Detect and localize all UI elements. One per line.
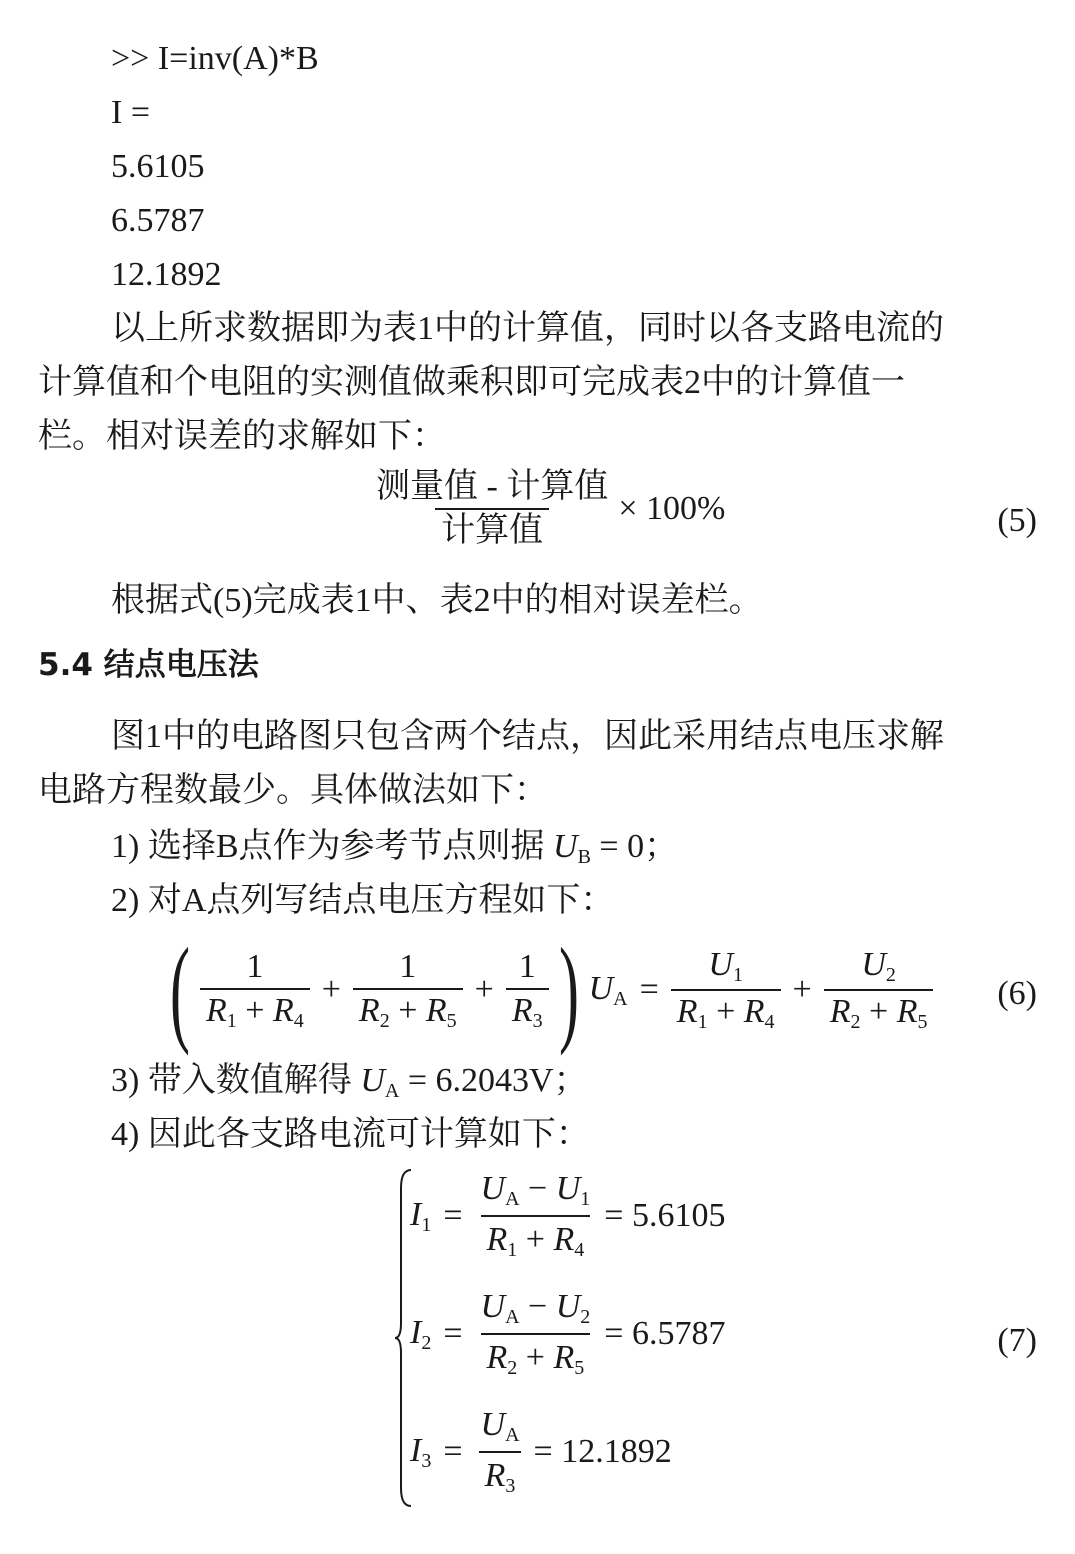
equation-6: ( $\frac{1}{R_1 + R_4}$ + $\frac{1}{R_2 + R_5}$ + $\frac{1}{R_3}$ ) $U_A$ = $\frac{U_1}{R_1 + R_4}$ + $\frac{U_2}{R_2 + R_5}$ <box>160 935 933 1045</box>
eq5-denominator: 计算值 <box>435 508 549 548</box>
equation-number-7: (7) <box>997 1322 1037 1359</box>
code-value-1: 5.6105 <box>111 148 205 185</box>
paragraph-1-line-2: 计算值和个电阻的实测值做乘积即可完成表2中的计算值一 <box>38 364 905 401</box>
equation-7-row-1: $I_1$ = $\frac{U_A - U_1}{R_1 + R_4}$ = 5.6105 <box>410 1170 726 1261</box>
step-1-text: 1) 选择B点作为参考节点则据 <box>111 828 545 865</box>
right-paren: ) <box>558 923 579 1056</box>
step-3-text: 3) 带入数值解得 <box>111 1062 352 1099</box>
step-4: 4) 因此各支路电流可计算如下： <box>111 1116 590 1153</box>
equation-5 <box>370 470 725 548</box>
code-value-2: 6.5787 <box>111 202 205 239</box>
eq5-numerator: 测量值 - 计算值 <box>376 468 609 505</box>
paragraph-3-line-1: 图1中的电路图只包含两个结点，因此采用结点电压求解 <box>111 718 944 755</box>
step-1 <box>111 830 678 867</box>
equation-number-5: (5) <box>997 502 1037 539</box>
eq6-term-4: $\frac{U_1}{R_1 + R_4}$ <box>671 948 781 1032</box>
equation-7-row-2: $I_2$ = $\frac{U_A - U_2}{R_2 + R_5}$ = 6.5787 <box>410 1288 726 1379</box>
eq6-term-1: $\frac{1}{R_1 + R_4}$ <box>200 950 310 1031</box>
code-command: >> I=inv(A)*B <box>111 40 319 77</box>
ua-symbol: $U_A$ <box>588 969 628 1010</box>
i3-value: = 12.1892 <box>533 1433 672 1470</box>
paragraph-1-line-1: 以上所求数据即为表1中的计算值，同时以各支路电流的 <box>111 310 944 347</box>
eq6-term-2: $\frac{1}{R_2 + R_5}$ <box>353 950 463 1031</box>
step-3 <box>111 1064 588 1101</box>
paragraph-3-line-2: 电路方程数最少。具体做法如下： <box>38 772 548 809</box>
step-3-equation: = 6.2043V； <box>407 1062 588 1099</box>
paragraph-1-line-3: 栏。相对误差的求解如下： <box>38 418 446 455</box>
ua-symbol-2: $U_A$ <box>360 1062 400 1102</box>
step-1-equation: = 0； <box>599 828 679 865</box>
eq6-term-3: $\frac{1}{R_3}$ <box>506 950 549 1031</box>
ub-symbol: $U_B$ <box>553 828 591 868</box>
equation-7-row-3: $I_3$ = $\frac{U_A}{R_3}$ = 12.1892 <box>410 1406 672 1497</box>
relative-error-fraction <box>370 470 614 548</box>
equation-number-6: (6) <box>997 975 1037 1012</box>
eq6-term-5: $\frac{U_2}{R_2 + R_5}$ <box>824 948 934 1032</box>
paragraph-2: 根据式(5)完成表1中、表2中的相对误差栏。 <box>111 582 763 619</box>
eq5-percent: × 100% <box>618 490 726 527</box>
code-variable: I = <box>111 94 150 131</box>
code-value-3: 12.1892 <box>111 256 222 293</box>
left-paren: ( <box>169 923 190 1056</box>
i2-value: = 6.5787 <box>604 1315 726 1352</box>
i1-value: = 5.6105 <box>604 1197 726 1234</box>
step-2: 2) 对A点列写结点电压方程如下： <box>111 882 615 919</box>
section-heading: 5.4 结点电压法 <box>38 647 259 683</box>
